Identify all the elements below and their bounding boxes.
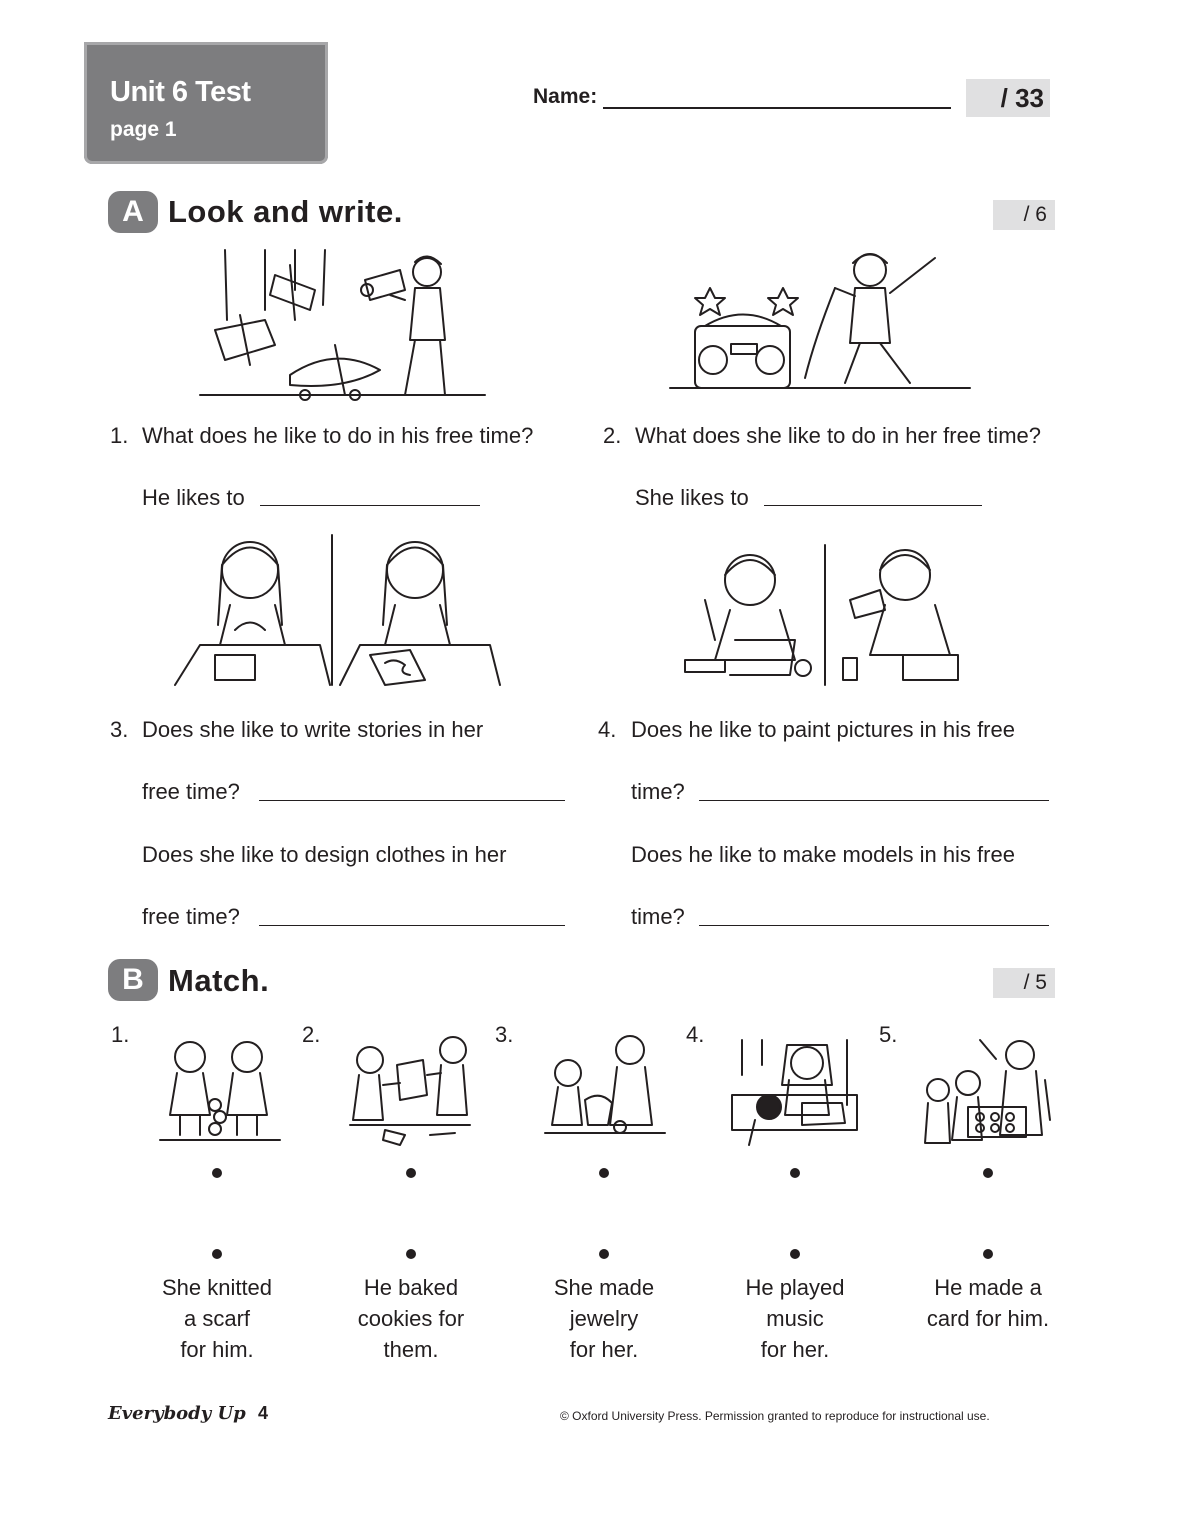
answer-3a-line[interactable] [259,800,565,801]
section-a-badge: A [108,191,158,233]
match-dot-picture-2[interactable] [406,1168,416,1178]
match-number-4: 4. [686,1022,705,1047]
answer-2-line[interactable] [764,505,982,506]
match-phrase-4 [720,1272,870,1365]
match-phrase-3-line3: for her. [569,1337,639,1362]
match-phrase-1-line1: She knitted [161,1275,273,1300]
girl-singing-illustration [665,248,975,403]
match-phrase-4-line2: music [766,1306,824,1331]
match-phrase-2 [336,1272,486,1365]
match-dot-phrase-1[interactable] [212,1249,222,1259]
match-picture-1 [155,1035,283,1145]
question-4-line2: time? [631,779,685,804]
match-dot-phrase-2[interactable] [406,1249,416,1259]
unit-title: Unit 6 Test [110,76,251,108]
footer-brand-name: Everybody Up [108,1403,246,1424]
match-number-5: 5. [879,1022,898,1047]
match-phrase-1 [142,1272,292,1365]
section-b-title: Match. [168,963,270,998]
section-a-score: / 6 [993,200,1055,230]
question-4-line4: time? [631,904,685,929]
match-phrase-2-line3: them. [383,1337,439,1362]
answer-4b-line[interactable] [699,925,1049,926]
match-phrase-3-line1: She made [553,1275,655,1300]
question-1-prompt: He likes to [142,485,245,510]
match-picture-2 [345,1035,475,1150]
question-2-prompt: She likes to [635,485,749,510]
match-dot-phrase-5[interactable] [983,1249,993,1259]
match-picture-3 [540,1035,670,1140]
match-dot-phrase-3[interactable] [599,1249,609,1259]
match-dot-picture-1[interactable] [212,1168,222,1178]
answer-4a-line[interactable] [699,800,1049,801]
footer-copyright: © Oxford University Press. Permission granted to reproduce for instructional use. [560,1409,990,1423]
section-a-title: Look and write. [168,194,403,229]
match-dot-picture-5[interactable] [983,1168,993,1178]
match-phrase-4-line1: He played [745,1275,845,1300]
match-number-1: 1. [111,1022,130,1047]
question-2-text: What does she like to do in her free time? [635,423,1041,448]
match-phrase-1-line2: a scarf [183,1306,251,1331]
boy-model-planes-illustration [195,250,490,405]
match-phrase-3 [529,1272,679,1365]
question-3-line2: free time? [142,779,240,804]
match-phrase-5-line2: card for him. [926,1306,1050,1331]
question-4-line1: Does he like to paint pictures in his free [631,717,1015,742]
match-picture-5 [920,1035,1055,1150]
match-phrase-2-line1: He baked [363,1275,459,1300]
question-4-number: 4. [598,717,617,742]
match-dot-picture-3[interactable] [599,1168,609,1178]
page-number: page 1 [110,118,177,141]
section-b-badge: B [108,959,158,1001]
name-input-line[interactable] [603,107,951,109]
name-label: Name: [533,85,598,108]
question-3-number: 3. [110,717,129,742]
question-2-number: 2. [603,423,622,448]
girl-writing-designing-illustration [170,535,505,690]
total-score-box: / 33 [966,79,1050,117]
match-number-2: 2. [302,1022,321,1047]
match-phrase-5 [913,1272,1063,1334]
match-phrase-4-line3: for her. [760,1337,830,1362]
answer-1-line[interactable] [260,505,480,506]
match-dot-phrase-4[interactable] [790,1249,800,1259]
boy-painting-models-illustration [685,540,970,690]
match-phrase-1-line3: for him. [180,1337,254,1362]
match-picture-4 [727,1035,862,1150]
answer-3b-line[interactable] [259,925,565,926]
question-3-line4: free time? [142,904,240,929]
match-dot-picture-4[interactable] [790,1168,800,1178]
match-number-3: 3. [495,1022,514,1047]
section-b-score: / 5 [993,968,1055,998]
question-1-number: 1. [110,423,129,448]
footer-brand [108,1403,268,1424]
question-1-text: What does he like to do in his free time? [142,423,534,448]
footer-level: 4 [258,1403,269,1423]
question-4-line3: Does he like to make models in his free [631,842,1015,867]
question-3-line3: Does she like to design clothes in her [142,842,507,867]
match-phrase-5-line1: He made a [934,1275,1042,1300]
match-phrase-2-line2: cookies for [357,1306,465,1331]
match-phrase-3-line2: jewelry [569,1306,639,1331]
question-3-line1: Does she like to write stories in her [142,717,484,742]
